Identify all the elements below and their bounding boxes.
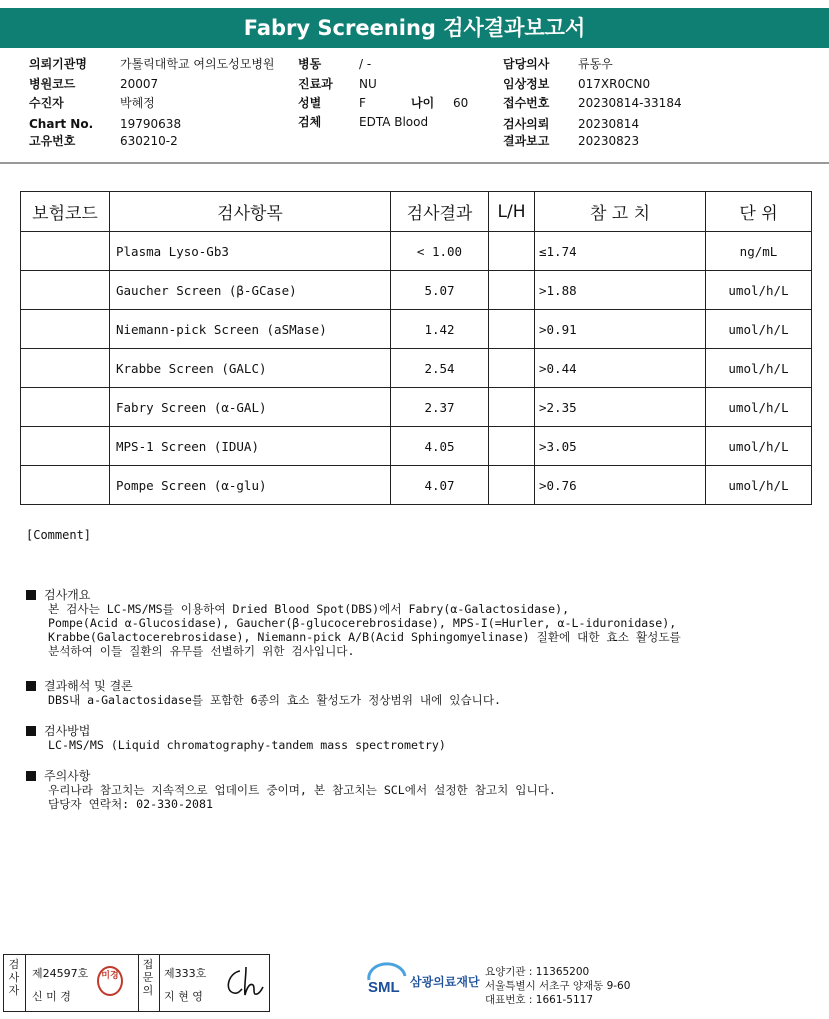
- cell-reference: >3.05: [535, 427, 706, 466]
- cell-lh: [489, 427, 535, 466]
- header-label: 고유번호: [29, 134, 76, 148]
- header-label: 수진자: [29, 96, 64, 110]
- cell-reference: >0.44: [535, 349, 706, 388]
- sml-logo-text: SML: [368, 979, 400, 996]
- header-label: 담당의사: [503, 57, 550, 71]
- square-bullet-icon: [26, 681, 36, 691]
- header-unit: 단 위: [706, 192, 812, 232]
- cell-result: 4.07: [391, 466, 489, 505]
- table-row: [21, 232, 812, 271]
- square-bullet-icon: [26, 726, 36, 736]
- header-value: / -: [359, 57, 372, 71]
- section: [26, 588, 681, 658]
- table-row: [21, 310, 812, 349]
- section-heading: [26, 679, 501, 693]
- header-value: 20230823: [578, 134, 640, 148]
- cell-test-item: Fabry Screen (α-GAL): [110, 388, 391, 427]
- approver-license-no: 제333호: [164, 967, 207, 980]
- header-separator: [0, 162, 829, 164]
- header-value: 017XR0CN0: [578, 77, 651, 91]
- organization-name: 삼광의료재단: [410, 975, 480, 989]
- header-label: 성별: [298, 96, 322, 110]
- report-title: Fabry Screening 검사결과보고서: [0, 8, 829, 48]
- header-value: 20230814: [578, 117, 640, 131]
- section-line: LC-MS/MS (Liquid chromatography-tandem mass spectrometry): [48, 738, 446, 752]
- section-heading: [26, 724, 446, 738]
- cell-lh: [489, 310, 535, 349]
- cell-result: 4.05: [391, 427, 489, 466]
- section-line: 본 검사는 LC-MS/MS를 이용하여 Dried Blood Spot(DBS)에서 Fabry(α-Galactosidase),: [48, 602, 570, 616]
- tester-seal-icon: [97, 966, 123, 996]
- cell-insurance-code: [21, 466, 110, 505]
- cell-test-item: Krabbe Screen (GALC): [110, 349, 391, 388]
- header-value: 630210-2: [120, 134, 178, 148]
- table-header-row: [21, 192, 812, 232]
- cell-test-item: MPS-1 Screen (IDUA): [110, 427, 391, 466]
- header-value: EDTA Blood: [359, 115, 429, 129]
- table-row: [21, 349, 812, 388]
- cell-lh: [489, 232, 535, 271]
- cell-lh: [489, 271, 535, 310]
- section-line: DBS내 a-Galactosidase를 포함한 6종의 효소 활성도가 정상범위 내에 있습니다.: [48, 693, 502, 707]
- cell-insurance-code: [21, 271, 110, 310]
- cell-insurance-code: [21, 310, 110, 349]
- cell-reference: >0.91: [535, 310, 706, 349]
- header-label: 진료과: [298, 77, 333, 91]
- approver-name: 지 현 영: [164, 990, 203, 1003]
- section: [26, 724, 446, 752]
- institution-address: 서울특별시 서초구 양재동 9-60: [485, 980, 631, 992]
- sml-logo-icon: [365, 962, 409, 1002]
- square-bullet-icon: [26, 590, 36, 600]
- cell-insurance-code: [21, 388, 110, 427]
- header-lh: L/H: [489, 192, 535, 232]
- cell-unit: ng/mL: [706, 232, 812, 271]
- header-label: 의뢰기관명: [29, 57, 87, 71]
- table-row: [21, 466, 812, 505]
- header-result: 검사결과: [391, 192, 489, 232]
- header-value: F: [359, 96, 366, 110]
- cell-test-item: Pompe Screen (α-glu): [110, 466, 391, 505]
- tester-name: 신 미 경: [32, 990, 71, 1003]
- header-label: 결과보고: [503, 134, 550, 148]
- cell-unit: umol/h/L: [706, 271, 812, 310]
- section-heading-text: 주의사항: [44, 769, 91, 783]
- header-label: 검사의뢰: [503, 117, 550, 131]
- section-line: 우리나라 참고치는 지속적으로 업데이트 중이며, 본 참고치는 SCL에서 설정한 참고치 입니다.: [48, 783, 556, 797]
- cell-insurance-code: [21, 349, 110, 388]
- header-reference: 참 고 치: [535, 192, 706, 232]
- table-row: [21, 271, 812, 310]
- cell-result: < 1.00: [391, 232, 489, 271]
- header-value: 20007: [120, 77, 159, 91]
- header-label: 병원코드: [29, 77, 76, 91]
- cell-reference: >2.35: [535, 388, 706, 427]
- section-line: Krabbe(Galactocerebrosidase), Niemann-pick A/B(Acid Sphingomyelinase) 질환에 대한 효소 활성도를: [48, 630, 681, 644]
- cell-test-item: Plasma Lyso-Gb3: [110, 232, 391, 271]
- section-heading: [26, 769, 556, 783]
- cell-lh: [489, 466, 535, 505]
- header-value: 박혜정: [120, 96, 155, 110]
- approver-signature-icon: [222, 963, 266, 1001]
- section-heading: [26, 588, 681, 602]
- cell-test-item: Gaucher Screen (β-GCase): [110, 271, 391, 310]
- cell-unit: umol/h/L: [706, 349, 812, 388]
- cell-result: 2.54: [391, 349, 489, 388]
- cell-unit: umol/h/L: [706, 466, 812, 505]
- section-heading-text: 검사방법: [44, 724, 91, 738]
- header-label: Chart No.: [29, 117, 94, 131]
- cell-lh: [489, 349, 535, 388]
- section-line: 분석하여 이들 질환의 유무를 선별하기 위한 검사입니다.: [48, 644, 355, 658]
- cell-unit: umol/h/L: [706, 310, 812, 349]
- square-bullet-icon: [26, 771, 36, 781]
- cell-insurance-code: [21, 232, 110, 271]
- results-table: [20, 191, 812, 505]
- section-line: 담당자 연락처: 02-330-2081: [48, 797, 213, 811]
- header-value: 류동우: [578, 57, 613, 71]
- cell-reference: >0.76: [535, 466, 706, 505]
- cell-result: 5.07: [391, 271, 489, 310]
- header-label: 임상정보: [503, 77, 550, 91]
- table-row: [21, 388, 812, 427]
- header-value: 20230814-33184: [578, 96, 682, 110]
- header-label: 병동: [298, 57, 322, 71]
- cell-insurance-code: [21, 427, 110, 466]
- cell-result: 2.37: [391, 388, 489, 427]
- header-value: NU: [359, 77, 377, 91]
- signature-box: [3, 954, 270, 1012]
- age-label: 나이: [411, 96, 435, 110]
- cell-reference: ≤1.74: [535, 232, 706, 271]
- header-test-item: 검사항목: [110, 192, 391, 232]
- tester-seal-text: 미경: [101, 971, 119, 981]
- institution-code: 요양기관 : 11365200: [485, 966, 590, 978]
- header-label: 접수번호: [503, 96, 550, 110]
- cell-unit: umol/h/L: [706, 388, 812, 427]
- section: [26, 679, 501, 707]
- header-value: 19790638: [120, 117, 182, 131]
- header-label: 검체: [298, 115, 322, 129]
- section-line: Pompe(Acid α-Glucosidase), Gaucher(β-glucocerebrosidase), MPS-I(=Hurler, α-L-iduronidase),: [48, 616, 677, 630]
- header-insurance-code: 보험코드: [21, 192, 110, 232]
- cell-lh: [489, 388, 535, 427]
- cell-unit: umol/h/L: [706, 427, 812, 466]
- tester-label: 검사자: [8, 958, 20, 997]
- table-row: [21, 427, 812, 466]
- approver-label: 접문의: [142, 958, 154, 997]
- cell-reference: >1.88: [535, 271, 706, 310]
- cell-result: 1.42: [391, 310, 489, 349]
- section: [26, 769, 556, 811]
- section-heading-text: 결과해석 및 결론: [44, 679, 133, 693]
- cell-test-item: Niemann-pick Screen (aSMase): [110, 310, 391, 349]
- header-value: 가톨릭대학교 여의도성모병원: [120, 57, 275, 71]
- comment-label: [Comment]: [26, 528, 92, 542]
- age-value: 60: [453, 96, 469, 110]
- section-heading-text: 검사개요: [44, 588, 91, 602]
- institution-phone: 대표번호 : 1661-5117: [485, 994, 594, 1006]
- tester-license-no: 제24597호: [32, 967, 89, 980]
